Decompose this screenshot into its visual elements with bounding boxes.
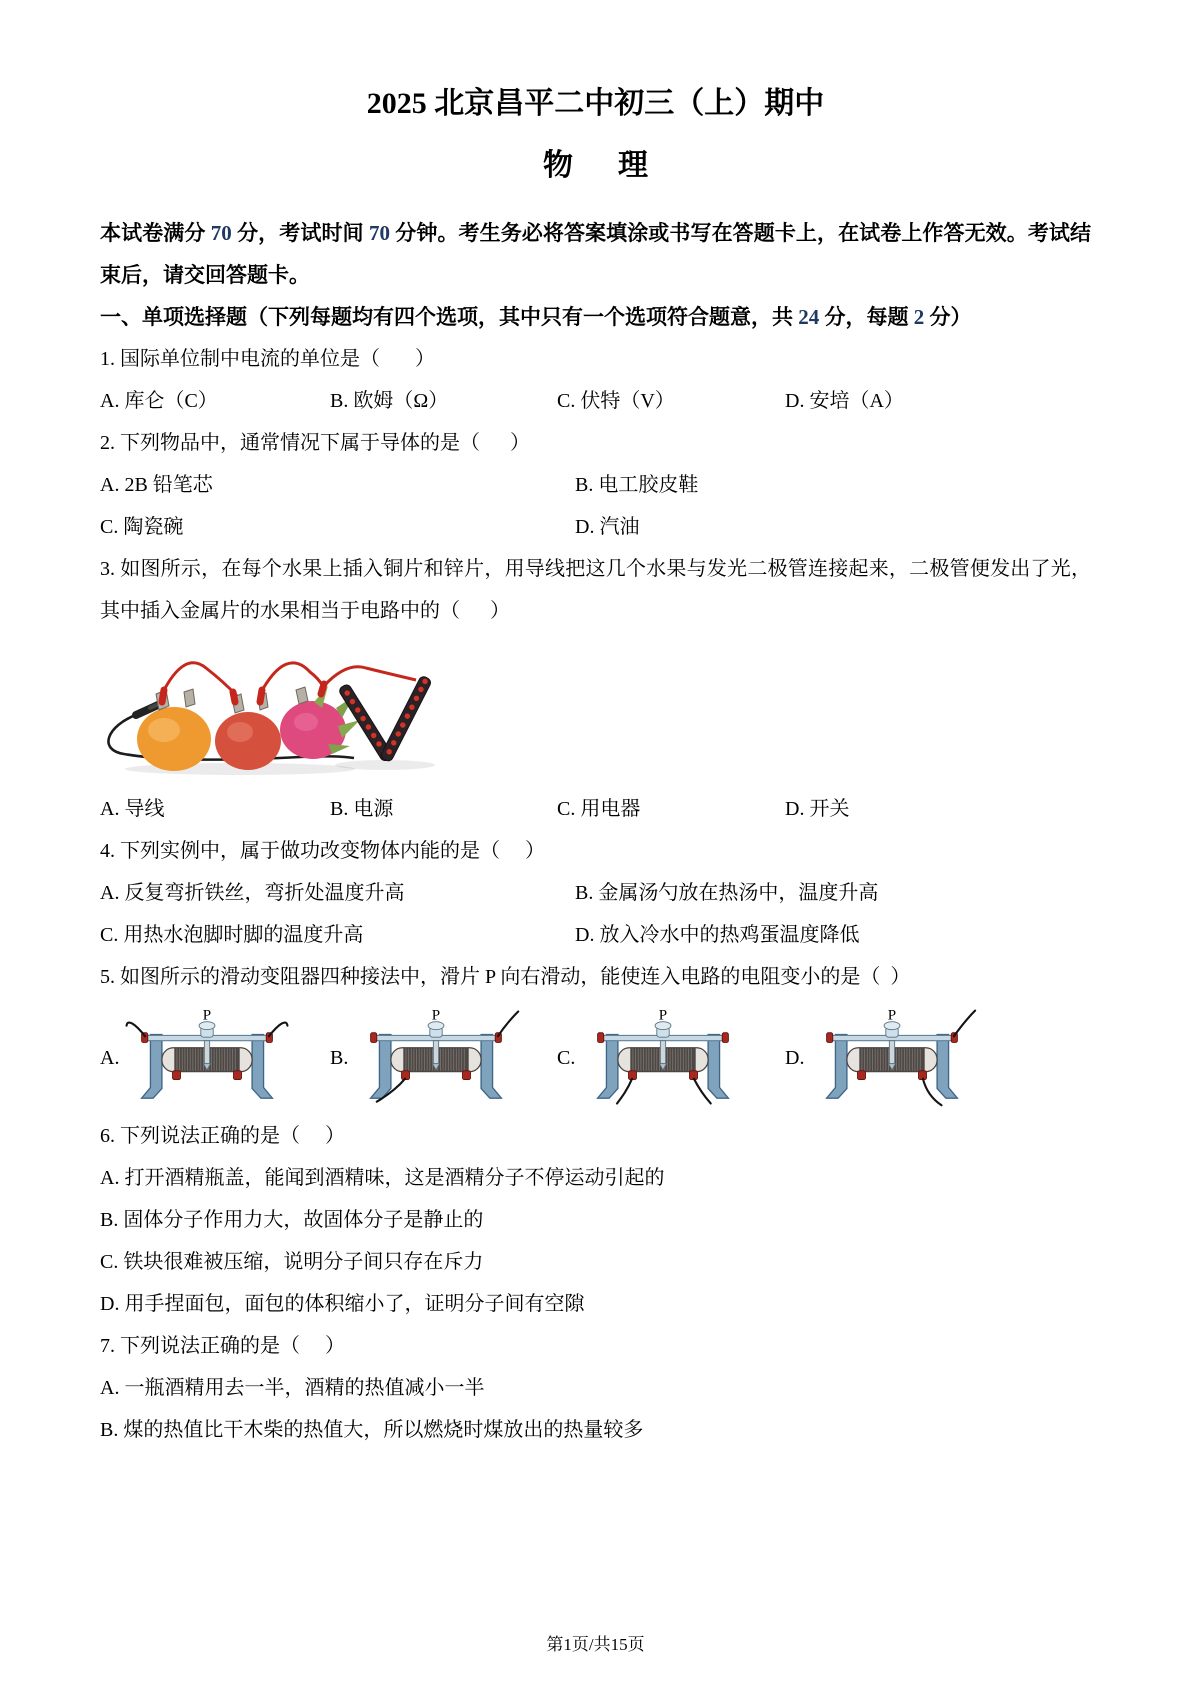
- question-4-options: [100, 872, 1091, 956]
- page-title: 2025 北京昌平二中初三（上）期中: [366, 87, 825, 120]
- instructions-segment: 分，考试时间: [231, 221, 369, 245]
- subject-title: 物 理: [543, 149, 648, 182]
- question-2-stem: 2. 下列物品中，通常情况下属于导体的是（ ）: [100, 432, 530, 454]
- question-7: [100, 1325, 1091, 1451]
- question-5: [100, 956, 1091, 1107]
- question-6-stem: 6. 下列说法正确的是（ ）: [100, 1125, 345, 1147]
- option-d: D. 用手捏面包，面包的体积缩小了，证明分子间有空隙: [100, 1293, 585, 1315]
- section-heading-segment: 分，每题: [819, 305, 914, 329]
- section-heading-segment: 分）: [924, 305, 972, 329]
- rheostat-slider-label: P: [659, 1007, 668, 1024]
- rheostat-c-figure: [579, 1008, 747, 1107]
- rheostat-slider-label: P: [888, 1007, 897, 1024]
- exam-duration-number: 70: [368, 221, 390, 245]
- option-a: A. 打开酒精瓶盖，能闻到酒精味，这是酒精分子不停运动引起的: [100, 1167, 665, 1189]
- question-3: [100, 548, 1091, 830]
- question-1-options: [100, 380, 1091, 422]
- per-question-score-number: 2: [913, 305, 925, 329]
- question-2-options: [100, 464, 1091, 548]
- instructions-segment: 分钟。考生务必将答案填涂或书写在答题卡上，在试卷上作答无效。考试结束后，请交回答题卡。: [100, 221, 1092, 287]
- option-d: D. 汽油: [575, 516, 640, 538]
- question-4: [100, 830, 1091, 956]
- exam-instructions: [100, 212, 1091, 296]
- question-7-stem: 7. 下列说法正确的是（ ）: [100, 1335, 345, 1357]
- question-5-stem: 5. 如图所示的滑动变阻器四种接法中，滑片 P 向右滑动，能使连入电路的电阻变小的是（ ）: [100, 966, 911, 988]
- option-d: D. 放入冷水中的热鸡蛋温度降低: [575, 924, 860, 946]
- option-a: A. 库仑（C）: [100, 390, 218, 412]
- question-4-stem: 4. 下列实例中，属于做功改变物体内能的是（ ）: [100, 840, 545, 862]
- rheostat-slider-label: P: [432, 1007, 441, 1024]
- instructions-segment: 本试卷满分: [100, 221, 211, 245]
- section-score-number: 24: [798, 305, 820, 329]
- figure-label-d: D.: [785, 1046, 805, 1069]
- option-d: D. 安培（A）: [785, 390, 904, 412]
- page-footer: 第1页/共15页: [546, 1635, 645, 1654]
- option-b: B. 欧姆（Ω）: [330, 390, 449, 412]
- total-score-number: 70: [210, 221, 232, 245]
- question-2: [100, 422, 1091, 548]
- option-a: A. 2B 铅笔芯: [100, 474, 213, 496]
- rheostat-b-figure: [352, 1008, 520, 1107]
- rheostat-a-figure: [123, 1008, 291, 1107]
- option-c: C. 用热水泡脚时脚的温度升高: [100, 924, 364, 946]
- option-c: C. 陶瓷碗: [100, 516, 184, 538]
- rheostat-figure-c: [557, 1008, 785, 1107]
- section-heading-segment: 一、单项选择题（下列每题均有四个选项，其中只有一个选项符合题意，共: [100, 305, 799, 329]
- option-a: A. 导线: [100, 798, 165, 820]
- rheostat-figure-b: [330, 1008, 557, 1107]
- led-strip-right: [380, 675, 432, 762]
- option-b: B. 电工胶皮鞋: [575, 474, 699, 496]
- rheostat-slider-label: P: [203, 1007, 212, 1024]
- option-c: C. 铁块很难被压缩，说明分子间只存在斥力: [100, 1251, 484, 1273]
- question-3-stem: 3. 如图所示，在每个水果上插入铜片和锌片，用导线把这几个水果与发光二极管连接起来，二极管便发出了光，其中插入金属片的水果相当于电路中的（ ）: [100, 558, 1091, 622]
- option-b: B. 电源: [330, 798, 394, 820]
- section-heading: [100, 296, 1091, 338]
- option-b: B. 固体分子作用力大，故固体分子是静止的: [100, 1209, 484, 1231]
- option-a: A. 反复弯折铁丝，弯折处温度升高: [100, 882, 405, 904]
- rheostat-figure-d: [785, 1008, 1091, 1107]
- option-c: C. 用电器: [557, 798, 641, 820]
- question-1-stem: 1. 国际单位制中电流的单位是（ ）: [100, 348, 435, 370]
- question-1: [100, 338, 1091, 422]
- option-b: B. 金属汤勺放在热汤中，温度升高: [575, 882, 879, 904]
- option-a: A. 一瓶酒精用去一半，酒精的热值减小一半: [100, 1377, 485, 1399]
- figure-label-a: A.: [100, 1046, 120, 1069]
- option-c: C. 伏特（V）: [557, 390, 675, 412]
- option-b: B. 煤的热值比干木柴的热值大，所以燃烧时煤放出的热量较多: [100, 1419, 644, 1441]
- rheostat-figure-a: [100, 1008, 330, 1107]
- rheostat-d-figure: [808, 1008, 976, 1107]
- figure-label-b: B.: [330, 1046, 349, 1069]
- figure-label-c: C.: [557, 1046, 576, 1069]
- fruit-battery-figure: [100, 646, 445, 778]
- rheostat-figure-row: [100, 1008, 1091, 1107]
- question-6: [100, 1115, 1091, 1325]
- question-3-options: [100, 788, 1091, 830]
- option-d: D. 开关: [785, 798, 850, 820]
